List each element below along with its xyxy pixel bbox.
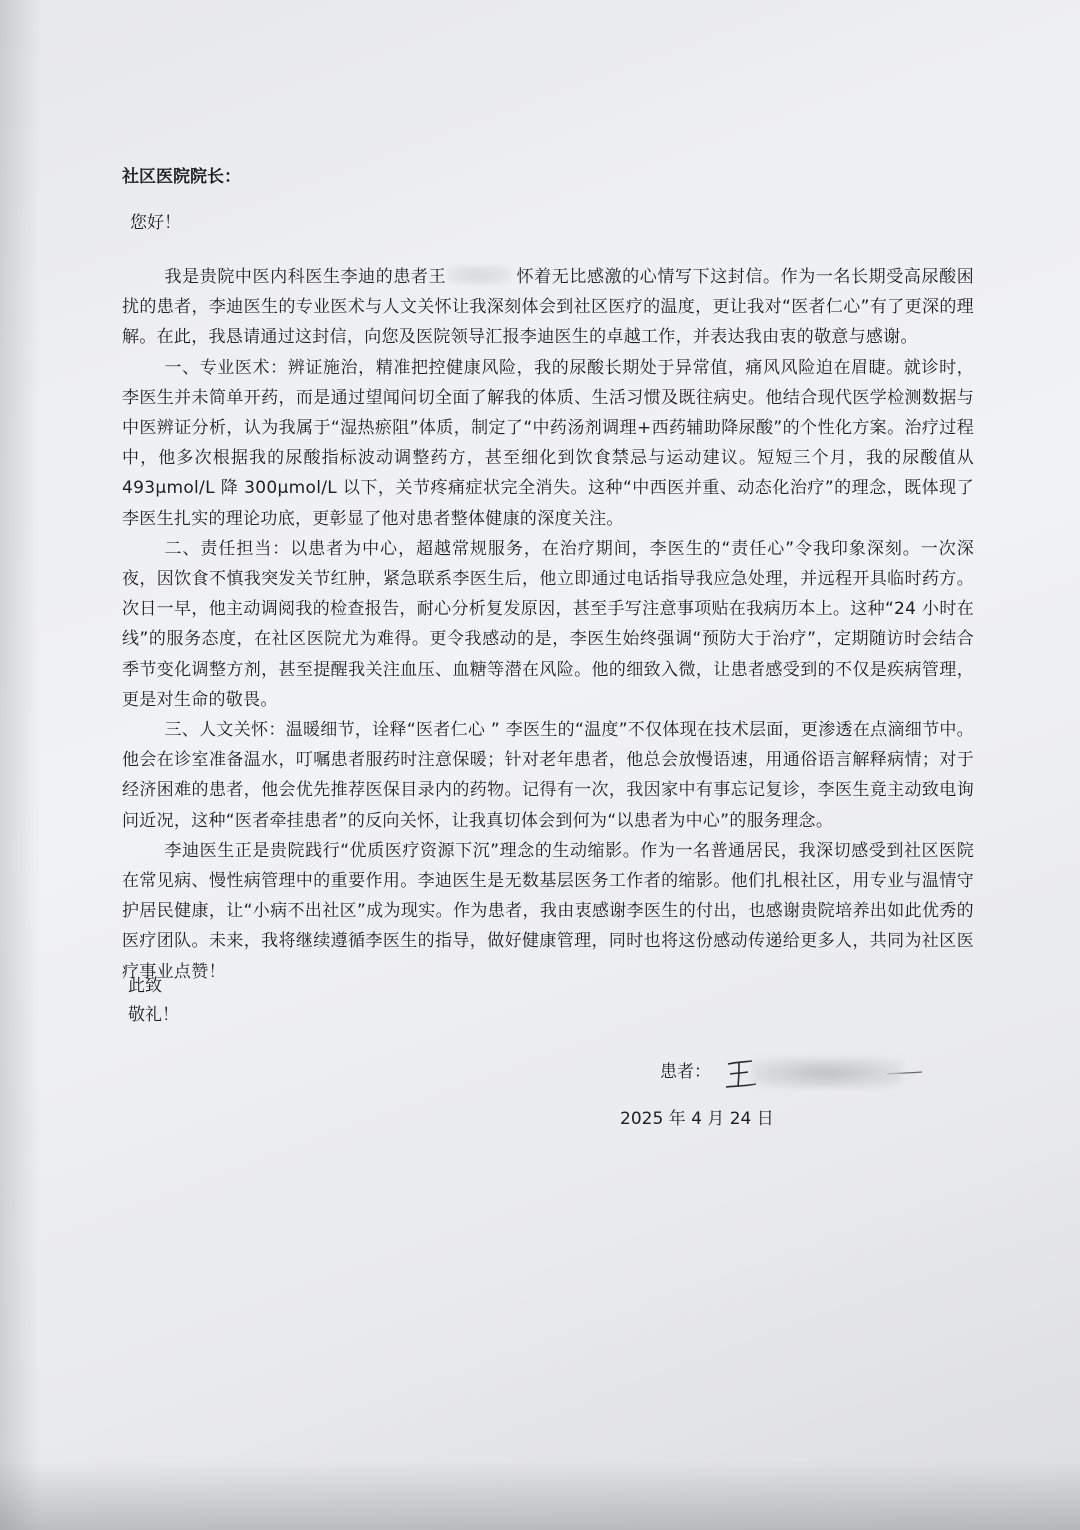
shadow-left [0,0,40,1530]
signature-row [660,1056,942,1088]
shadow-bottom [0,1460,1080,1530]
greeting: 您好！ [130,213,181,233]
salutation: 社区医院院长： [122,167,241,187]
paragraph-responsibility: 二、责任担当：以患者为中心，超越常规服务，在治疗期间，李医生的“责任心”令我印象深刻。一次深夜，因饮食不慎我突发关节红肿，紧急联系李医生后，他立即通过电话指导我应急处理，并远程开具临时药方。次日一早，他主动调阅我的检查报告，耐心分析复发原因，甚至手写注意事项贴在我病历本上。这种“24 小时在线”的服务态度，在社区医院尤为难得。更令我感动的是，李医生始终强调“预防大于治疗”，定期随访时会结合季节变化调整方剂，甚至提醒我关注血压、血糖等潜在风险。他的细致入微，让患者感受到的不仅是疾病管理，更是对生命的敬畏。 [122,538,974,710]
paragraph-medical-skill: 一、专业医术：辨证施治，精准把控健康风险，我的尿酸长期处于异常值，痛风风险迫在眉睫。就诊时，李医生并未简单开药，而是通过望闻问切全面了解我的体质、生活习惯及既往病史。他结合现代医学检测数据与中医辨证分析，认为我属于“湿热瘀阻”体质，制定了“中药汤剂调理+西药辅助降尿酸”的个性化方案。治疗过程中，他多次根据我的尿酸指标波动调整药方，甚至细化到饮食禁忌与运动建议。短短三个月，我的尿酸值从 493μmol/L 降 300μmol/L 以下，关节疼痛症状完全消失。这种“中西医并重、动态化治疗”的理念，既体现了李医生扎实的理论功底，更彰显了他对患者整体健康的深度关注。 [122,357,974,529]
closing-line-1: 此致 [128,976,162,996]
signature-redaction-blur [752,1058,902,1088]
closing [128,972,179,1030]
paragraph-intro-start: 我是贵院中医内科医生李迪的患者王 [164,267,447,287]
redacted-name-blur [448,265,510,285]
paragraph-conclusion: 李迪医生正是贵院践行“优质医疗资源下沉”理念的生动缩影。作为一名普通居民，我深切感受到社区医院在常见病、慢性病管理中的重要作用。李迪医生是无数基层医务工作者的缩影。他们扎根社区，用专业与温情守护居民健康，让“小病不出社区”成为现实。作为患者，我由衷感谢李医生的付出，也感谢贵院培养出如此优秀的医疗团队。未来，我将继续遵循李医生的指导，做好健康管理，同时也将这份感动传递给更多人，共同为社区医疗事业点赞！ [122,840,974,982]
handwritten-signature [722,1056,942,1092]
paragraph-humanistic-care: 三、人文关怀：温暖细节，诠释“医者仁心 ” 李医生的“温度”不仅体现在技术层面，更渗透在点滴细节中。他会在诊室准备温水，叮嘱患者服药时注意保暖；针对老年患者，他总会放慢语速，用通俗语言解释病情；对于经济困难的患者，他会优先推荐医保目录内的药物。记得有一次，我因家中有事忘记复诊，李医生竟主动致电询问近况，这种“医者牵挂患者”的反向关怀，让我真切体会到何为“以患者为中心”的服务理念。 [122,720,974,831]
paragraph-intro-rest: 怀着无比感激的心情写下这封信。作为一名长期受高尿酸困扰的患者，李迪医生的专业医术与人文关怀让我深刻体会到社区医疗的温度，更让我对“医者仁心”有了更深的理解。在此，我恳请通过这封信，向您及医院领导汇报李迪医生的卓越工作，并表达我由衷的敬意与感谢。 [122,267,974,348]
closing-line-2: 敬礼！ [128,1005,179,1025]
letter-date: 2025 年 4 月 24 日 [620,1109,774,1129]
letter-paragraphs [122,262,974,987]
letter-body [122,162,974,987]
paragraph-intro [122,262,974,353]
signature-label: 患者： [660,1062,711,1082]
